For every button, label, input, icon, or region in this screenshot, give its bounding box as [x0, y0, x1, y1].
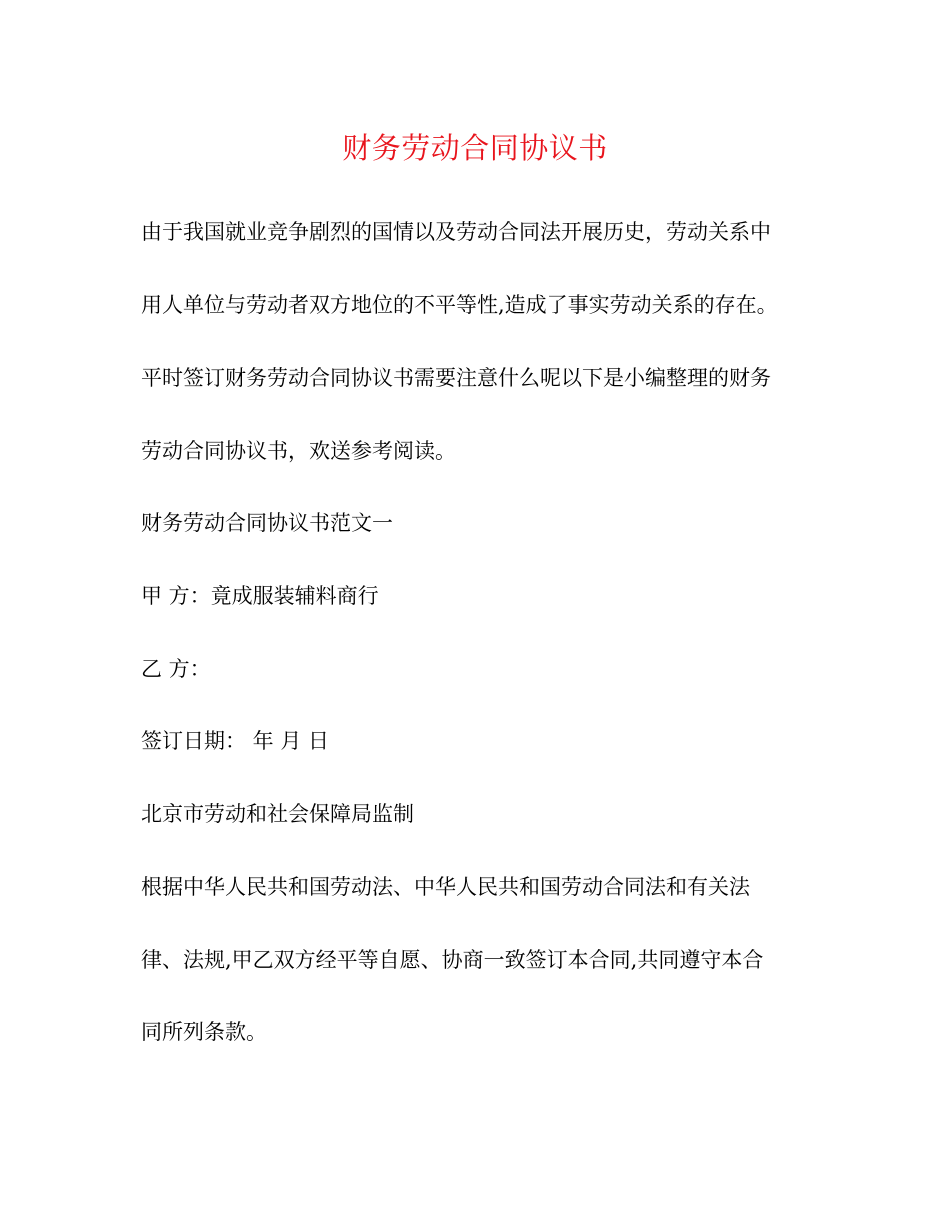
signing-date-line: 签订日期： 年 月 日	[141, 729, 330, 753]
section-heading: 财务劳动合同协议书范文一	[141, 511, 393, 535]
intro-line-2: 用人单位与劳动者双方地位的不平等性,造成了事实劳动关系的存在。	[141, 293, 778, 317]
body-line-3: 同所列条款。	[141, 1020, 267, 1044]
document-title: 财务劳动合同协议书	[342, 131, 608, 165]
body-line-2: 律、法规,甲乙双方经平等自愿、协商一致签订本合同,共同遵守本合	[141, 948, 764, 972]
body-line-1: 根据中华人民共和国劳动法、中华人民共和国劳动合同法和有关法	[141, 875, 750, 899]
intro-line-1: 由于我国就业竞争剧烈的国情以及劳动合同法开展历史，劳动关系中	[141, 220, 771, 244]
party-b-line: 乙 方：	[141, 657, 211, 681]
intro-line-4: 劳动合同协议书，欢送参考阅读。	[141, 439, 456, 463]
supervisor-line: 北京市劳动和社会保障局监制	[141, 802, 414, 826]
intro-line-3: 平时签订财务劳动合同协议书需要注意什么呢以下是小编整理的财务	[141, 366, 771, 390]
party-a-line: 甲 方：竟成服装辅料商行	[141, 584, 379, 608]
